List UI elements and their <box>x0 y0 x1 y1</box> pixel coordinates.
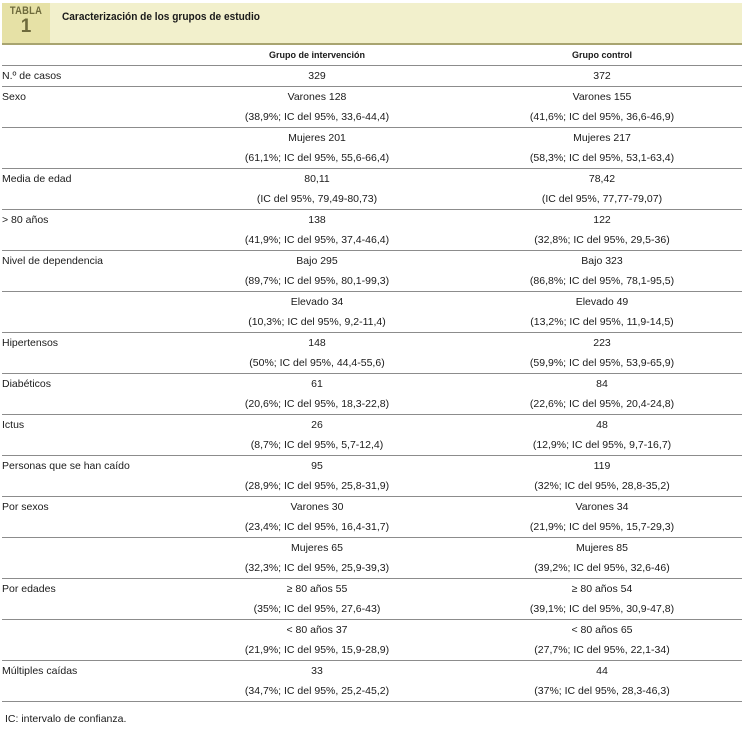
intervention-ci: (38,9%; IC del 95%, 33,6-44,4) <box>172 107 462 128</box>
row-label <box>2 128 172 169</box>
intervention-ci: (28,9%; IC del 95%, 25,8-31,9) <box>172 476 462 497</box>
intervention-ci: (35%; IC del 95%, 27,6-43) <box>172 599 462 620</box>
control-value: Varones 155 <box>572 91 632 103</box>
row-label: Diabéticos <box>2 374 172 415</box>
row-label <box>2 538 172 579</box>
table-tag-label: TABLA <box>9 5 43 17</box>
control-ci: (IC del 95%, 77,77-79,07) <box>462 189 742 210</box>
column-header-row <box>2 45 742 66</box>
table-row <box>2 169 742 190</box>
intervention-ci: (61,1%; IC del 95%, 55,6-66,4) <box>172 148 462 169</box>
control-ci: (37%; IC del 95%, 28,3-46,3) <box>462 681 742 702</box>
control-ci: (13,2%; IC del 95%, 11,9-14,5) <box>462 312 742 333</box>
control-value: 78,42 <box>588 173 616 185</box>
control-value: < 80 años 65 <box>571 624 633 636</box>
intervention-value: 61 <box>311 378 323 390</box>
control-value: 119 <box>593 460 611 472</box>
intervention-value: Bajo 295 <box>296 255 338 267</box>
intervention-value: 138 <box>308 214 326 226</box>
control-ci: (27,7%; IC del 95%, 22,1-34) <box>462 640 742 661</box>
table-row <box>2 374 742 395</box>
control-ci: (21,9%; IC del 95%, 15,7-29,3) <box>462 517 742 538</box>
control-ci: (41,6%; IC del 95%, 36,6-46,9) <box>462 107 742 128</box>
intervention-value: 26 <box>311 419 323 431</box>
intervention-ci: (50%; IC del 95%, 44,4-55,6) <box>172 353 462 374</box>
intervention-value: 95 <box>311 460 323 472</box>
row-label: Por sexos <box>2 497 172 538</box>
intervention-value: Varones 128 <box>287 91 347 103</box>
control-ci: (39,1%; IC del 95%, 30,9-47,8) <box>462 599 742 620</box>
control-ci: (22,6%; IC del 95%, 20,4-24,8) <box>462 394 742 415</box>
control-value: 84 <box>596 378 608 390</box>
table-header <box>2 3 742 45</box>
intervention-ci: (10,3%; IC del 95%, 9,2-11,4) <box>172 312 462 333</box>
table-row <box>2 579 742 600</box>
table-tag <box>2 3 50 43</box>
intervention-value: Mujeres 201 <box>288 132 346 144</box>
intervention-value: 33 <box>311 665 323 677</box>
table-row <box>2 292 742 313</box>
row-label <box>2 292 172 333</box>
intervention-ci: (23,4%; IC del 95%, 16,4-31,7) <box>172 517 462 538</box>
column-header-label <box>2 45 172 66</box>
intervention-ci: (21,9%; IC del 95%, 15,9-28,9) <box>172 640 462 661</box>
control-ci: (12,9%; IC del 95%, 9,7-16,7) <box>462 435 742 456</box>
table-row <box>2 538 742 559</box>
control-ci: (86,8%; IC del 95%, 78,1-95,5) <box>462 271 742 292</box>
intervention-value: Varones 30 <box>290 501 344 513</box>
table-row <box>2 128 742 149</box>
intervention-value: Elevado 34 <box>290 296 344 308</box>
intervention-value: 80,11 <box>304 173 330 185</box>
table-row <box>2 415 742 436</box>
table-title: Caracterización de los grupos de estudio <box>62 11 260 23</box>
intervention-ci: (89,7%; IC del 95%, 80,1-99,3) <box>172 271 462 292</box>
intervention-value: ≥ 80 años 55 <box>286 583 348 595</box>
table-row <box>2 497 742 518</box>
intervention-value: Mujeres 65 <box>291 542 343 554</box>
control-ci: (39,2%; IC del 95%, 32,6-46) <box>462 558 742 579</box>
control-value: Varones 34 <box>575 501 629 513</box>
table-row <box>2 210 742 231</box>
row-label: Hipertensos <box>2 333 172 374</box>
intervention-ci: (20,6%; IC del 95%, 18,3-22,8) <box>172 394 462 415</box>
study-groups-table <box>2 45 742 702</box>
row-label: Por edades <box>2 579 172 620</box>
control-ci: (59,9%; IC del 95%, 53,9-65,9) <box>462 353 742 374</box>
control-value: 372 <box>462 66 742 87</box>
control-value: 122 <box>593 214 611 226</box>
intervention-ci: (8,7%; IC del 95%, 5,7-12,4) <box>172 435 462 456</box>
column-header-intervention: Grupo de intervención <box>172 45 462 66</box>
intervention-value: < 80 años 37 <box>286 624 348 636</box>
row-label: Media de edad <box>2 169 172 210</box>
row-label: Nivel de dependencia <box>2 251 172 292</box>
column-header-control: Grupo control <box>462 45 742 66</box>
intervention-ci: (34,7%; IC del 95%, 25,2-45,2) <box>172 681 462 702</box>
row-label: > 80 años <box>2 210 172 251</box>
control-value: 223 <box>593 337 611 349</box>
control-value: 48 <box>596 419 608 431</box>
table-footnote: IC: intervalo de confianza. <box>5 713 127 725</box>
table-row <box>2 333 742 354</box>
table-row <box>2 66 742 87</box>
control-value: Bajo 323 <box>581 255 623 267</box>
row-label: Sexo <box>2 87 172 128</box>
control-ci: (58,3%; IC del 95%, 53,1-63,4) <box>462 148 742 169</box>
row-label: Múltiples caídas <box>2 661 172 702</box>
row-label <box>2 620 172 661</box>
intervention-ci: (IC del 95%, 79,49-80,73) <box>172 189 462 210</box>
table-row <box>2 251 742 272</box>
intervention-value: 148 <box>308 337 326 349</box>
intervention-value: 329 <box>172 66 462 87</box>
table-tag-number: 1 <box>20 16 32 37</box>
control-value: ≥ 80 años 54 <box>571 583 633 595</box>
row-label: N.º de casos <box>2 66 172 87</box>
row-label: Ictus <box>2 415 172 456</box>
intervention-ci: (32,3%; IC del 95%, 25,9-39,3) <box>172 558 462 579</box>
control-value: 44 <box>596 665 608 677</box>
row-label: Personas que se han caído <box>2 456 172 497</box>
control-value: Elevado 49 <box>575 296 629 308</box>
control-value: Mujeres 85 <box>576 542 628 554</box>
table-row <box>2 661 742 682</box>
control-ci: (32%; IC del 95%, 28,8-35,2) <box>462 476 742 497</box>
intervention-ci: (41,9%; IC del 95%, 37,4-46,4) <box>172 230 462 251</box>
table-row <box>2 620 742 641</box>
control-value: Mujeres 217 <box>573 132 631 144</box>
control-ci: (32,8%; IC del 95%, 29,5-36) <box>462 230 742 251</box>
table-row <box>2 456 742 477</box>
table-row <box>2 87 742 108</box>
